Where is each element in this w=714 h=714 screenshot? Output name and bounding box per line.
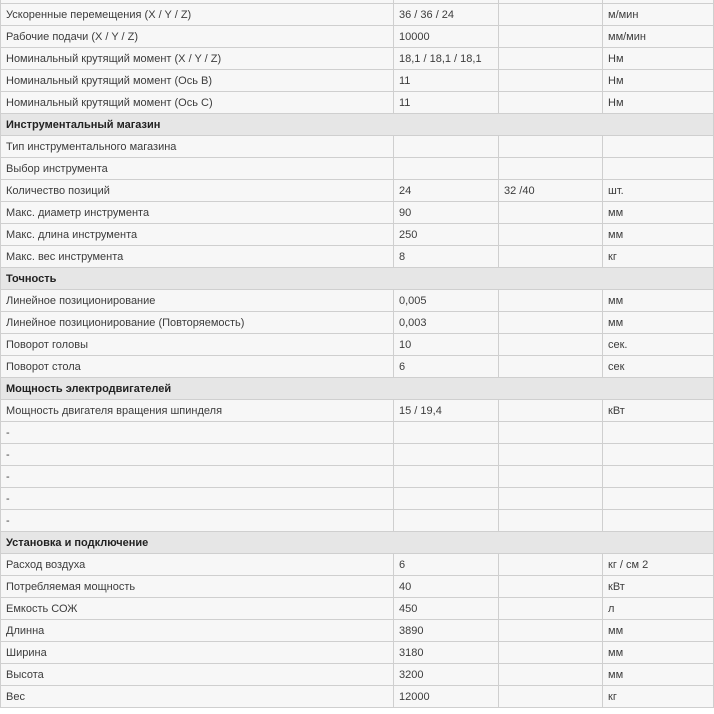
spec-label: Номинальный крутящий момент (X / Y / Z) (1, 48, 394, 70)
spec-unit: кг (603, 686, 714, 708)
spec-value: 6 (394, 356, 499, 378)
spec-unit: Нм (603, 48, 714, 70)
spec-value: 0,003 (394, 312, 499, 334)
spec-unit (603, 510, 714, 532)
spec-value-alt (499, 510, 603, 532)
spec-row (1, 92, 714, 114)
spec-label: Длинна (1, 620, 394, 642)
spec-unit: сек. (603, 334, 714, 356)
spec-label: Ускоренные перемещения (X / Y / Z) (1, 4, 394, 26)
spec-row (1, 312, 714, 334)
spec-row (1, 488, 714, 510)
spec-row (1, 400, 714, 422)
spec-value (394, 158, 499, 180)
spec-unit (603, 466, 714, 488)
spec-value-alt (499, 598, 603, 620)
spec-value-alt (499, 26, 603, 48)
spec-value: 3180 (394, 642, 499, 664)
spec-value-alt (499, 290, 603, 312)
spec-value-alt (499, 664, 603, 686)
spec-label: Мощность двигателя вращения шпинделя (1, 400, 394, 422)
spec-value: 18,1 / 18,1 / 18,1 (394, 48, 499, 70)
spec-label: Потребляемая мощность (1, 576, 394, 598)
spec-row (1, 554, 714, 576)
spec-unit (603, 444, 714, 466)
spec-row (1, 246, 714, 268)
spec-value-alt (499, 422, 603, 444)
spec-label: Рабочие подачи (X / Y / Z) (1, 26, 394, 48)
spec-value-alt (499, 158, 603, 180)
spec-unit: мм (603, 202, 714, 224)
spec-value-alt: 32 /40 (499, 180, 603, 202)
spec-value: 3890 (394, 620, 499, 642)
spec-table-body (1, 0, 714, 708)
section-title: Инструментальный магазин (1, 114, 714, 136)
spec-value (394, 422, 499, 444)
section-header-row (1, 532, 714, 554)
spec-value-alt (499, 400, 603, 422)
spec-value: 11 (394, 92, 499, 114)
spec-unit: мм (603, 620, 714, 642)
spec-unit: кг / см 2 (603, 554, 714, 576)
spec-value-alt (499, 620, 603, 642)
section-title: Установка и подключение (1, 532, 714, 554)
spec-value-alt (499, 70, 603, 92)
spec-label: Линейное позиционирование (Повторяемость) (1, 312, 394, 334)
spec-value: 6 (394, 554, 499, 576)
spec-label: Ширина (1, 642, 394, 664)
spec-unit (603, 158, 714, 180)
spec-row (1, 642, 714, 664)
spec-row (1, 466, 714, 488)
spec-row (1, 444, 714, 466)
spec-value: 24 (394, 180, 499, 202)
spec-row (1, 202, 714, 224)
spec-value-alt (499, 224, 603, 246)
spec-label: Выбор инструмента (1, 158, 394, 180)
spec-label: Вес (1, 686, 394, 708)
spec-row (1, 158, 714, 180)
spec-value: 10000 (394, 26, 499, 48)
spec-value: 450 (394, 598, 499, 620)
spec-row (1, 510, 714, 532)
spec-value-alt (499, 246, 603, 268)
spec-value-alt (499, 488, 603, 510)
spec-value: 12000 (394, 686, 499, 708)
spec-unit: мм/мин (603, 26, 714, 48)
spec-label: Емкость СОЖ (1, 598, 394, 620)
spec-row (1, 290, 714, 312)
spec-label: - (1, 466, 394, 488)
spec-row (1, 136, 714, 158)
spec-unit: шт. (603, 180, 714, 202)
section-title: Точность (1, 268, 714, 290)
spec-value-alt (499, 312, 603, 334)
spec-row (1, 664, 714, 686)
spec-value-alt (499, 576, 603, 598)
spec-label: Макс. длина инструмента (1, 224, 394, 246)
spec-label: Линейное позиционирование (1, 290, 394, 312)
spec-unit: мм (603, 290, 714, 312)
spec-row (1, 224, 714, 246)
section-header-row (1, 378, 714, 400)
spec-row (1, 48, 714, 70)
spec-label: - (1, 444, 394, 466)
spec-value-alt (499, 202, 603, 224)
spec-value-alt (499, 136, 603, 158)
spec-label: - (1, 422, 394, 444)
spec-row (1, 70, 714, 92)
spec-label: Тип инструментального магазина (1, 136, 394, 158)
spec-value (394, 510, 499, 532)
spec-value-alt (499, 4, 603, 26)
section-title: Мощность электродвигателей (1, 378, 714, 400)
spec-value: 10 (394, 334, 499, 356)
spec-label: Количество позиций (1, 180, 394, 202)
spec-label: Номинальный крутящий момент (Ось B) (1, 70, 394, 92)
spec-unit: м/мин (603, 4, 714, 26)
spec-unit: мм (603, 224, 714, 246)
section-header-row (1, 268, 714, 290)
spec-unit: кг (603, 246, 714, 268)
spec-row (1, 686, 714, 708)
spec-unit: мм (603, 664, 714, 686)
spec-row (1, 26, 714, 48)
spec-value (394, 488, 499, 510)
spec-unit: Нм (603, 92, 714, 114)
spec-unit: кВт (603, 576, 714, 598)
spec-unit (603, 488, 714, 510)
spec-value-alt (499, 466, 603, 488)
spec-value: 15 / 19,4 (394, 400, 499, 422)
spec-value (394, 444, 499, 466)
spec-value: 11 (394, 70, 499, 92)
spec-value-alt (499, 334, 603, 356)
spec-unit: Нм (603, 70, 714, 92)
spec-row (1, 422, 714, 444)
spec-value: 36 / 36 / 24 (394, 4, 499, 26)
spec-label: Высота (1, 664, 394, 686)
spec-label: Расход воздуха (1, 554, 394, 576)
spec-unit: л (603, 598, 714, 620)
spec-row (1, 334, 714, 356)
spec-value: 250 (394, 224, 499, 246)
spec-value-alt (499, 444, 603, 466)
spec-row (1, 180, 714, 202)
spec-label: - (1, 510, 394, 532)
spec-label: Макс. вес инструмента (1, 246, 394, 268)
spec-value: 40 (394, 576, 499, 598)
spec-unit: мм (603, 312, 714, 334)
spec-row (1, 620, 714, 642)
spec-value (394, 136, 499, 158)
spec-value: 90 (394, 202, 499, 224)
spec-row (1, 576, 714, 598)
spec-unit: мм (603, 642, 714, 664)
spec-row (1, 598, 714, 620)
spec-row (1, 4, 714, 26)
spec-value-alt (499, 642, 603, 664)
spec-row (1, 356, 714, 378)
spec-value-alt (499, 554, 603, 576)
spec-value: 3200 (394, 664, 499, 686)
spec-value: 8 (394, 246, 499, 268)
spec-value-alt (499, 92, 603, 114)
spec-value (394, 466, 499, 488)
spec-label: - (1, 488, 394, 510)
spec-unit: сек (603, 356, 714, 378)
spec-label: Поворот стола (1, 356, 394, 378)
spec-value-alt (499, 48, 603, 70)
spec-unit (603, 422, 714, 444)
spec-value-alt (499, 686, 603, 708)
spec-label: Макс. диаметр инструмента (1, 202, 394, 224)
spec-unit (603, 136, 714, 158)
spec-unit: кВт (603, 400, 714, 422)
spec-label: Номинальный крутящий момент (Ось C) (1, 92, 394, 114)
spec-value: 0,005 (394, 290, 499, 312)
spec-label: Поворот головы (1, 334, 394, 356)
section-header-row (1, 114, 714, 136)
spec-value-alt (499, 356, 603, 378)
